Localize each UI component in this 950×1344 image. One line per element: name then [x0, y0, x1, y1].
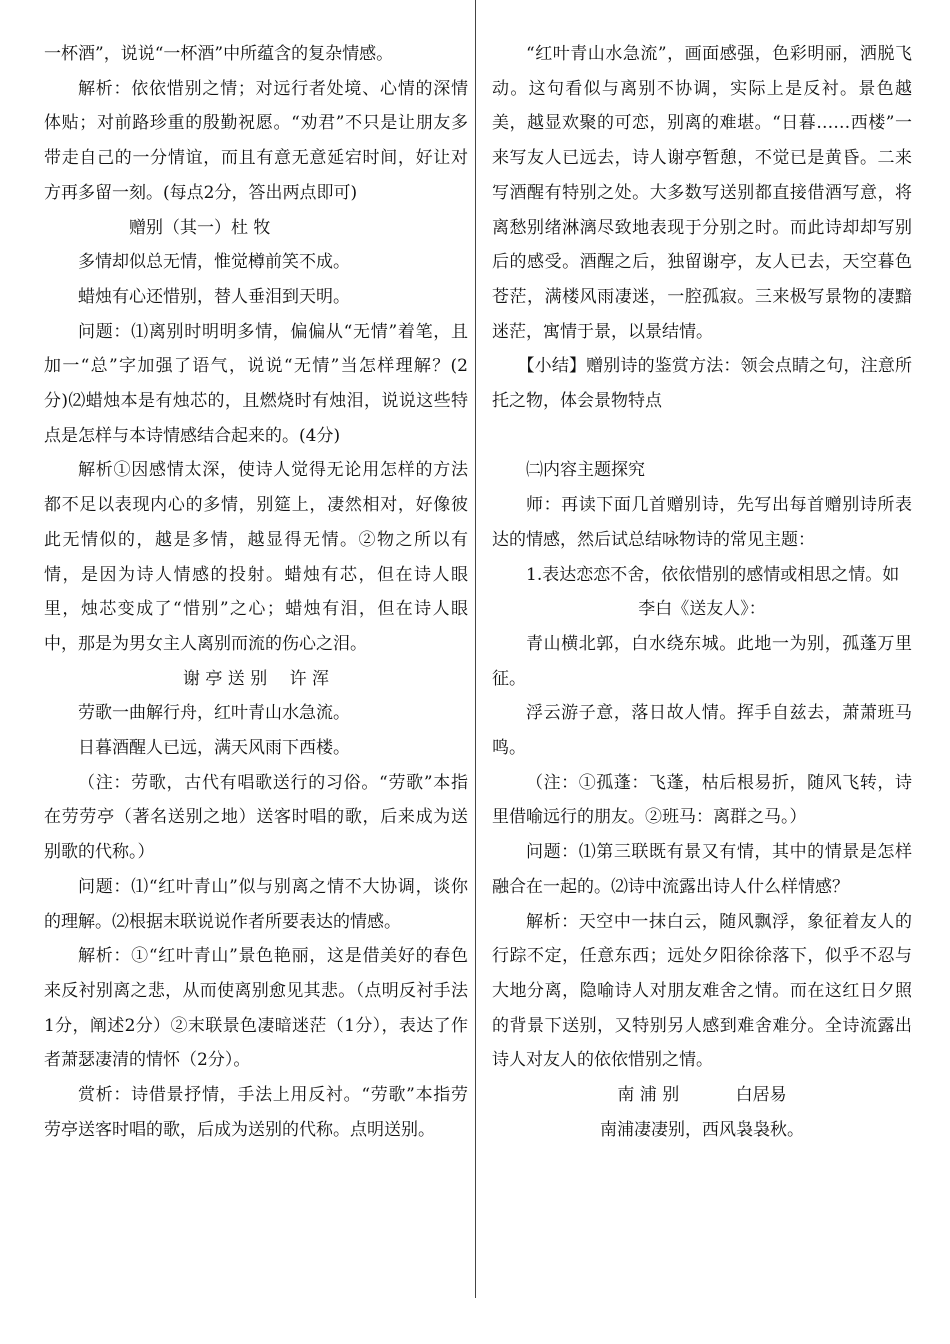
left-paragraph: 问题：⑴离别时明明多情，偏偏从“无情”着笔，且加一“总”字加强了语气，说说“无情”当怎样理解？(2分)⑵蜡烛本是有烛芯的，且燃烧时有烛泪，说说这些特点是怎样与本诗情感结合起来的。(4分): [44, 321, 468, 446]
right-paragraph: “红叶青山水急流”，画面感强，色彩明丽，洒脱飞动。这句看似与离别不协调，实际上是反衬。景色越美，越显欢聚的可恋，别离的难堪。“日暮……西楼”一来写友人已远去，诗人谢亭暂憩，不觉已是黄昏。二来写酒醒有特别之处。大多数写送别都直接借酒写意，将离愁别绪淋漓尽致地表现于分别之时。而此诗却却写别后的感受。酒醒之后，独留谢亭，友人已去，天空暮色苍茫，满楼风雨凄迷，一腔孤寂。三来极写景物的凄黯迷茫，寓情于景，以景结情。: [492, 44, 912, 342]
left-paragraph: 解析：依依惜别之情；对远行者处境、心情的深情体贴；对前路珍重的殷勤祝愿。“劝君”不只是让朋友多带走自己的一分情谊，而且有意无意延宕时间，好让对方再多留一刻。(每点2分，答出两点即可): [44, 78, 468, 203]
right-paragraph: 解析：天空中一抹白云，随风飘浮，象征着友人的行踪不定，任意东西；远处夕阳徐徐落下，似乎不忍与大地分离，隐喻诗人对朋友难舍之情。而在这红日夕照的背景下送别，又特别另人感到难舍难分。全诗流露出诗人对友人的依依惜别之情。: [492, 911, 912, 1071]
right-column: [492, 37, 912, 1147]
right-paragraph: 1.表达恋恋不舍，依依惜别的感情或相思之情。如: [526, 564, 900, 585]
right-paragraph: 南浦凄凄别，西风袅袅秋。: [600, 1119, 804, 1140]
left-paragraph: 多情却似总无情，惟觉樽前笑不成。: [78, 252, 350, 273]
right-paragraph: [492, 419, 912, 454]
left-column: [44, 37, 468, 1148]
left-paragraph: 一杯酒”，说说“一杯酒”中所蕴含的复杂情感。: [44, 44, 394, 64]
right-paragraph: 师：再读下面几首赠别诗，先写出每首赠别诗所表达的情感，然后试总结咏物诗的常见主题：: [492, 495, 912, 550]
left-paragraph: （注：劳歌，古代有唱歌送行的习俗。“劳歌”本指在劳劳亭（著名送别之地）送客时唱的歌，后来成为送别歌的代称。）: [44, 772, 468, 863]
left-paragraph: 谢 亭 送 别 许 浑: [182, 668, 330, 689]
right-paragraph: ㈡内容主题探究: [526, 460, 645, 481]
left-paragraph: 问题：⑴“红叶青山”似与别离之情不大协调，谈你的理解。⑵根据末联说说作者所要表达的情感。: [44, 876, 468, 932]
left-paragraph: 赏析：诗借景抒情，手法上用反衬。“劳歌”本指劳劳亭送客时唱的歌，后成为送别的代称。点明送别。: [44, 1085, 468, 1140]
right-paragraph: 【小结】赠别诗的鉴赏方法：领会点睛之句，注意所托之物，体会景物特点: [492, 356, 912, 412]
right-paragraph: （注：①孤蓬：飞蓬，枯后根易折，随风飞转，诗里借喻远行的朋友。②班马：离群之马。）: [492, 772, 912, 828]
right-paragraph: 南 浦 别 白居易: [617, 1085, 787, 1106]
left-paragraph: 解析①因感情太深，使诗人觉得无论用怎样的方法都不足以表现内心的多情，别筵上，凄然相对，好像彼此无情似的，越是多情，越显得无情。②物之所以有情，是因为诗人情感的投射。蜡烛有芯，但在诗人眼里，烛芯变成了“惜别”之心；蜡烛有泪，但在诗人眼中，那是为男女主人离别而流的伤心之泪。: [44, 460, 468, 654]
left-paragraph: 日暮酒醒人已远，满天风雨下西楼。: [78, 738, 350, 759]
right-paragraph: 李白《送友人》：: [638, 599, 766, 620]
left-paragraph: 赠别（其一）杜 牧: [129, 217, 271, 238]
left-paragraph: 解析：①“红叶青山”景色艳丽，这是借美好的春色来反衬别离之悲，从而使离别愈见其悲。（点明反衬手法1分，阐述2分）②末联景色凄暗迷茫（1分），表达了作者萧瑟凄清的情怀（2分）。: [44, 946, 468, 1071]
left-paragraph: 劳歌一曲解行舟，红叶青山水急流。: [78, 703, 350, 724]
column-divider: [475, 0, 476, 1298]
left-paragraph: 蜡烛有心还惜别，替人垂泪到天明。: [78, 286, 350, 307]
right-paragraph: 浮云游子意，落日故人情。挥手自兹去，萧萧班马鸣。: [492, 703, 912, 759]
right-paragraph: 问题：⑴第三联既有景又有情，其中的情景是怎样融合在一起的。⑵诗中流露出诗人什么样情感？: [492, 842, 912, 897]
right-paragraph: 青山横北郭，白水绕东城。此地一为别，孤蓬万里征。: [492, 633, 912, 689]
